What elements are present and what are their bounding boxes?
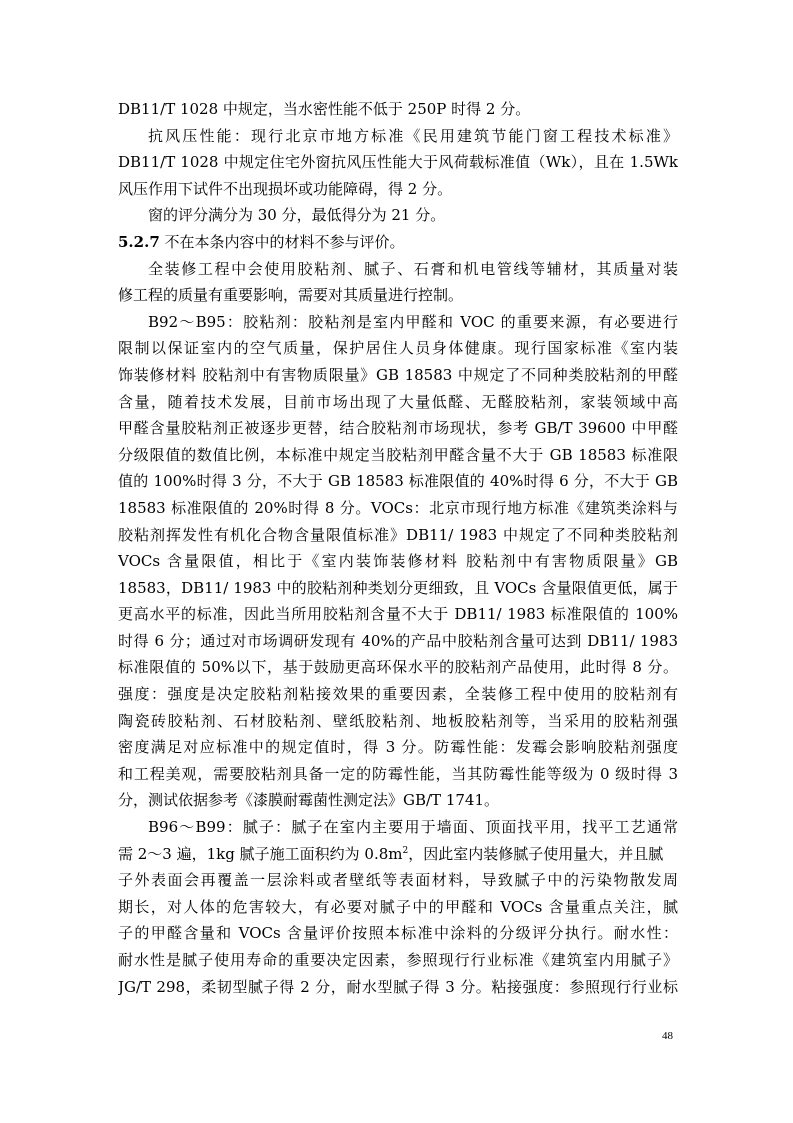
line-text: VOCs 含量限值，相比于《室内装饰装修材料 胶粘剂中有害物质限量》GB — [118, 552, 678, 571]
text-line — [118, 628, 678, 655]
text-line — [118, 974, 678, 1001]
line-text: 窗的评分满分为 30 分，最低得分为 21 分。 — [148, 206, 446, 225]
line-text: 分，测试依据参考《漆膜耐霉菌性测定法》GB/T 1741。 — [118, 791, 500, 810]
line-text: 18583，DB11/ 1983 中的胶粘剂种类划分更细致，且 VOCs 含量限值更低，属于 — [118, 578, 678, 597]
superscript: 2 — [402, 845, 409, 856]
text-line — [118, 176, 678, 203]
text-line — [118, 548, 678, 575]
text-line — [118, 681, 678, 708]
line-text: 时得 6 分；通过对市场调研发现有 40%的产品中胶粘剂含量可达到 DB11/ 1983 — [118, 631, 678, 650]
text-line — [118, 335, 678, 362]
line-text: 需 2～3 遍，1kg 腻子施工面积约为 0.8m — [118, 844, 403, 863]
text-line — [118, 654, 678, 681]
page-number: 48 — [662, 1030, 673, 1042]
line-text: 修工程的质量有重要影响，需要对其质量进行控制。 — [118, 286, 464, 305]
line-text: 和工程美观，需要胶粘剂具备一定的防霉性能，当其防霉性能等级为 0 级时得 3 — [118, 764, 678, 783]
line-text: 期长，对人体的危害较大，有必要对腻子中的甲醛和 VOCs 含量重点关注，腻 — [118, 897, 678, 916]
line-text: 18583 标准限值的 20%时得 8 分。VOCs：北京市现行地方标准《建筑类涂料与 — [118, 498, 678, 517]
section-number: 5.2.7 — [118, 232, 160, 251]
text-line — [118, 495, 678, 522]
text-line — [118, 734, 678, 761]
text-line — [118, 894, 678, 921]
line-text: 耐水性是腻子使用寿命的重要决定因素，参照现行行业标准《建筑室内用腻子》 — [118, 951, 678, 969]
text-line — [118, 575, 678, 602]
text-line — [118, 947, 678, 974]
text-line — [118, 362, 678, 389]
text-line — [118, 522, 678, 549]
line-text: 子的甲醛含量和 VOCs 含量评价按照本标准中涂料的分级评分执行。耐水性： — [118, 924, 678, 943]
text-line — [118, 468, 678, 495]
line-text: 饰装修材料 胶粘剂中有害物质限量》GB 18583 中规定了不同种类胶粘剂的甲醛 — [118, 365, 678, 384]
line-text-continued: ，因此室内装修腻子使用量大，并且腻 — [408, 844, 664, 863]
text-line — [118, 309, 678, 336]
line-text: 不在本条内容中的材料不参与评价。 — [164, 232, 405, 251]
text-line — [118, 787, 678, 814]
line-text: 子外表面会再覆盖一层涂料或者壁纸等表面材料，导致腻子中的污染物散发周 — [118, 871, 678, 890]
text-line — [118, 389, 678, 416]
text-line — [118, 708, 678, 735]
text-line — [118, 229, 678, 256]
line-text: 风压作用下试件不出现损坏或功能障碍，得 2 分。 — [118, 179, 453, 198]
text-line — [118, 123, 678, 150]
text-line — [118, 841, 678, 868]
line-text: B92～B95：胶粘剂：胶粘剂是室内甲醛和 VOC 的重要来源，有必要进行 — [148, 312, 678, 331]
line-text: 分级限值的数值比例，本标准中规定当胶粘剂甲醛含量不大于 GB 18583 标准限 — [118, 445, 678, 464]
line-text: JG/T 298，柔韧型腻子得 2 分，耐水型腻子得 3 分。粘接强度：参照现行行业标 — [118, 977, 678, 996]
line-text: 密度满足对应标准中的规定值时，得 3 分。防霉性能：发霉会影响胶粘剂强度 — [118, 738, 678, 757]
text-line — [118, 415, 678, 442]
text-line — [118, 256, 678, 283]
text-line — [118, 867, 678, 894]
line-text: 限制以保证室内的空气质量，保护居住人员身体健康。现行国家标准《室内装 — [118, 339, 678, 358]
line-text: 更高水平的标准，因此当所用胶粘剂含量不大于 DB11/ 1983 标准限值的 100% — [118, 605, 678, 624]
line-text: 胶粘剂挥发性有机化合物含量限值标准》DB11/ 1983 中规定了不同种类胶粘剂 — [118, 525, 678, 544]
line-text: 全装修工程中会使用胶粘剂、腻子、石膏和机电管线等辅材，其质量对装 — [148, 259, 678, 278]
line-text: DB11/T 1028 中规定住宅外窗抗风压性能大于风荷载标准值（Wk），且在 1.5Wk — [118, 153, 678, 172]
text-line — [118, 202, 678, 229]
line-text: 抗风压性能：现行北京市地方标准《民用建筑节能门窗工程技术标准》 — [148, 126, 678, 145]
line-text: DB11/T 1028 中规定，当水密性能不低于 250P 时得 2 分。 — [118, 100, 531, 118]
text-line — [118, 761, 678, 788]
text-line — [118, 96, 678, 123]
line-text: 标准限值的 50%以下，基于鼓励更高环保水平的胶粘剂产品使用，此时得 8 分。 — [118, 658, 678, 677]
line-text: 甲醛含量胶粘剂正被逐步更替，结合胶粘剂市场现状，参考 GB/T 39600 中甲醛 — [118, 419, 678, 438]
text-line — [118, 442, 678, 469]
line-text: B96～B99：腻子：腻子在室内主要用于墙面、顶面找平用，找平工艺通常 — [148, 818, 678, 837]
line-text: 强度：强度是决定胶粘剂粘接效果的重要因素，全装修工程中使用的胶粘剂有 — [118, 685, 678, 704]
line-text: 含量，随着技术发展，目前市场出现了大量低醛、无醛胶粘剂，家装领域中高 — [118, 392, 678, 411]
line-text: 值的 100%时得 3 分，不大于 GB 18583 标准限值的 40%时得 6 分，不大于 GB — [118, 472, 678, 491]
text-line — [118, 814, 678, 841]
text-line — [118, 149, 678, 176]
text-line — [118, 920, 678, 947]
text-line — [118, 601, 678, 628]
body-text — [118, 96, 678, 1000]
text-line — [118, 282, 678, 309]
line-text: 陶瓷砖胶粘剂、石材胶粘剂、壁纸胶粘剂、地板胶粘剂等，当采用的胶粘剂强 — [118, 711, 678, 730]
